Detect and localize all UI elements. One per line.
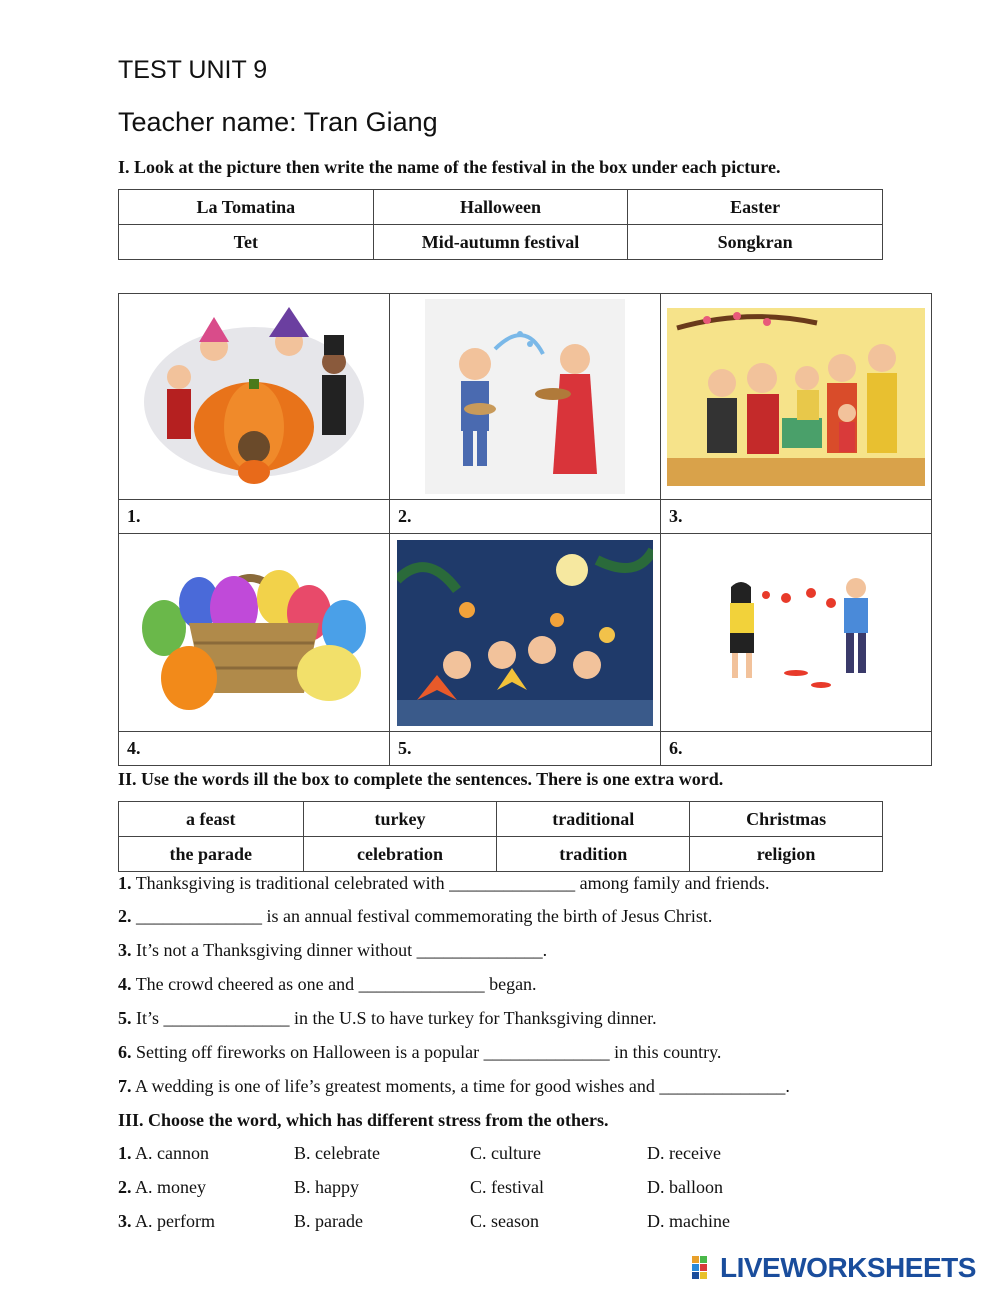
picture-songkran [390, 294, 661, 500]
option-a: 3. A. perform [118, 1211, 215, 1231]
word-cell: a feast [119, 802, 304, 837]
option-c: C. season [470, 1211, 539, 1231]
picture-easter [119, 534, 390, 732]
picture-number: 6. [661, 732, 932, 766]
option-a: 2. A. money [118, 1177, 207, 1197]
sentence-7: 7. A wedding is one of life’s greatest moments, a time for good wishes and ______________. [118, 1076, 790, 1096]
word-cell: turkey [303, 802, 497, 837]
picture-number: 3. [661, 500, 932, 534]
picture-mid-autumn [390, 534, 661, 732]
logo-text: LIVEWORKSHEETS [720, 1252, 976, 1283]
option-c: C. culture [470, 1143, 541, 1163]
picture-halloween [119, 294, 390, 500]
easter-egg-basket-icon [134, 553, 374, 713]
sentence-2: 2. ______________ is an annual festival commemorating the birth of Jesus Christ. [118, 906, 713, 926]
sentence-5: 5. It’s ______________ in the U.S to have turkey for Thanksgiving dinner. [118, 1008, 657, 1028]
festival-word-box [118, 189, 883, 260]
mid-autumn-lanterns-icon [397, 540, 653, 726]
picture-number: 2. [390, 500, 661, 534]
word-cell: the parade [119, 837, 304, 872]
word-cell: Tet [119, 225, 374, 260]
section3-instruction: III. Choose the word, which has different stress from the others. [118, 1110, 609, 1130]
option-d: D. machine [647, 1211, 730, 1231]
picture-number: 4. [119, 732, 390, 766]
word-cell: tradition [497, 837, 690, 872]
picture-number: 5. [390, 732, 661, 766]
section2-instruction: II. Use the words ill the box to complete the sentences. There is one extra word. [118, 769, 724, 789]
halloween-kids-pumpkin-icon [139, 307, 369, 487]
section1-instruction: I. Look at the picture then write the name of the festival in the box under each picture. [118, 157, 781, 177]
picture-number: 1. [119, 500, 390, 534]
word-cell: traditional [497, 802, 690, 837]
page-title: TEST UNIT 9 [118, 56, 268, 84]
picture-tet [661, 294, 932, 500]
option-d: D. receive [647, 1143, 721, 1163]
la-tomatina-tomato-throwing-icon [706, 573, 886, 693]
tet-family-gathering-icon [667, 308, 925, 486]
sentence-3: 3. It’s not a Thanksgiving dinner without ______________. [118, 940, 548, 960]
option-d: D. balloon [647, 1177, 723, 1197]
sentence-6: 6. Setting off fireworks on Halloween is a popular ______________ in this country. [118, 1042, 722, 1062]
word-cell: La Tomatina [119, 190, 374, 225]
picture-grid [118, 293, 932, 766]
liveworksheets-logo[interactable] [690, 1252, 976, 1284]
songkran-water-splash-icon [425, 299, 625, 494]
sentence-1: 1. Thanksgiving is traditional celebrated with ______________ among family and friends. [118, 873, 770, 893]
picture-la-tomatina [661, 534, 932, 732]
option-b: B. celebrate [294, 1143, 380, 1163]
option-b: B. parade [294, 1211, 363, 1231]
vocab-word-box [118, 801, 883, 872]
option-b: B. happy [294, 1177, 359, 1197]
sentence-4: 4. The crowd cheered as one and ______________ began. [118, 974, 537, 994]
word-cell: Christmas [690, 802, 883, 837]
word-cell: celebration [303, 837, 497, 872]
word-cell: Songkran [628, 225, 883, 260]
option-a: 1. A. cannon [118, 1143, 209, 1163]
word-cell: Mid-autumn festival [373, 225, 628, 260]
word-cell: religion [690, 837, 883, 872]
liveworksheets-logo-icon [690, 1254, 718, 1282]
teacher-name: Teacher name: Tran Giang [118, 107, 438, 137]
word-cell: Halloween [373, 190, 628, 225]
word-cell: Easter [628, 190, 883, 225]
option-c: C. festival [470, 1177, 544, 1197]
